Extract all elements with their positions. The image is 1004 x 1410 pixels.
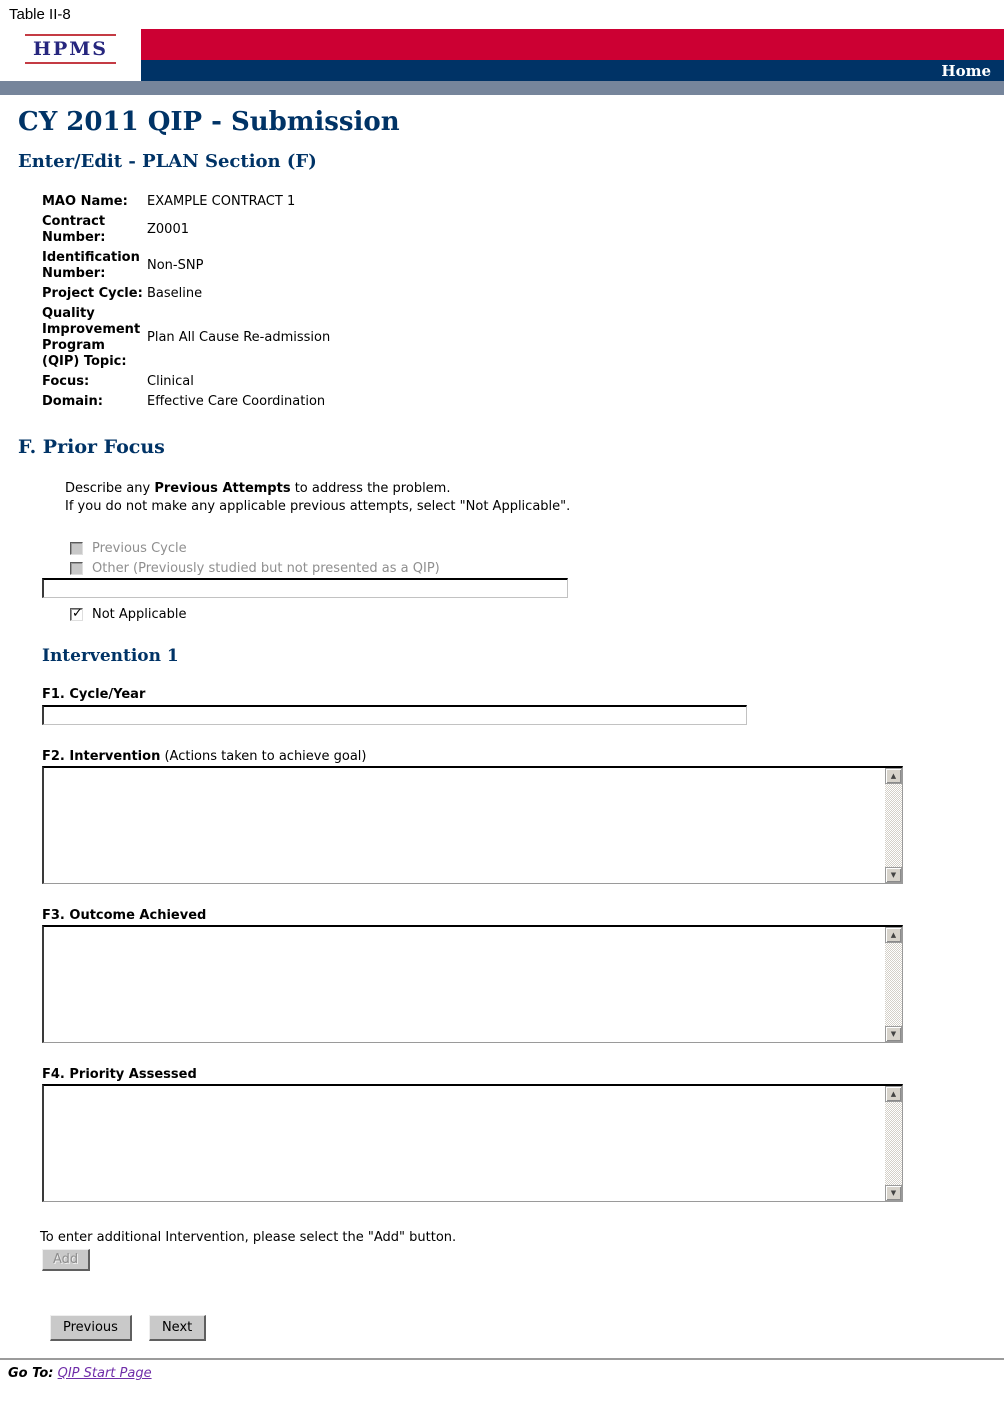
previous-cycle-option <box>70 538 1004 558</box>
f3-outcome-achieved-textarea[interactable] <box>42 925 903 1043</box>
metadata-label: MAO Name: <box>42 194 128 209</box>
page-title: CY 2011 QIP - Submission <box>18 107 400 137</box>
f3-text-area[interactable] <box>44 927 885 1042</box>
metadata-label: Domain: <box>42 394 103 409</box>
gray-divider-bar <box>0 81 1004 95</box>
metadata-row-contract-number <box>42 212 330 248</box>
section-title: Enter/Edit - PLAN Section (F) <box>18 151 317 172</box>
metadata-value: Effective Care Coordination <box>147 394 326 409</box>
previous-cycle-checkbox[interactable] <box>70 542 83 555</box>
metadata-row-project-cycle <box>42 284 330 304</box>
home-link[interactable]: Home <box>941 61 991 80</box>
prior-focus-instructions <box>65 480 1004 516</box>
navy-banner <box>141 60 1004 81</box>
scrollbar-track[interactable] <box>885 784 902 867</box>
metadata-row-mao-name <box>42 192 330 212</box>
previous-button[interactable]: Previous <box>50 1315 132 1341</box>
scroll-down-icon[interactable] <box>885 1185 902 1201</box>
f4-text-area[interactable] <box>44 1086 885 1201</box>
f3-label: F3. Outcome Achieved <box>42 908 207 923</box>
metadata-row-focus <box>42 372 330 392</box>
f2-intervention-textarea[interactable] <box>42 766 903 884</box>
f4-label: F4. Priority Assessed <box>42 1067 197 1082</box>
instruction-text: Describe any <box>65 481 155 496</box>
metadata-row-qip-topic <box>42 304 330 372</box>
scrollbar-track[interactable] <box>885 943 902 1026</box>
instruction-text-bold: Previous Attempts <box>154 481 291 496</box>
metadata-value: Baseline <box>147 286 203 301</box>
add-instruction-text: To enter additional Intervention, please select the "Add" button. <box>40 1230 457 1245</box>
metadata-value: Plan All Cause Re-admission <box>147 330 331 345</box>
scroll-down-icon[interactable] <box>885 1026 902 1042</box>
other-option <box>70 558 1004 578</box>
f2-label-bold: F2. Intervention <box>42 749 161 764</box>
other-checkbox[interactable] <box>70 562 83 575</box>
f2-text-area[interactable] <box>44 768 885 883</box>
f3-scrollbar[interactable] <box>885 927 902 1042</box>
next-button[interactable]: Next <box>149 1315 206 1341</box>
scroll-up-icon[interactable] <box>885 927 902 943</box>
navigation-buttons <box>50 1315 1004 1341</box>
metadata-table <box>42 192 330 412</box>
not-applicable-label: Not Applicable <box>92 606 187 622</box>
instruction-text: to address the problem. <box>290 481 451 496</box>
footer <box>8 1365 1004 1382</box>
table-caption: Table II-8 <box>9 6 71 23</box>
hpms-logo <box>0 29 141 81</box>
red-banner <box>141 29 1004 60</box>
metadata-label: Identification Number: <box>42 250 140 281</box>
hpms-logo-text: HPMS <box>33 38 108 60</box>
f4-priority-assessed-textarea[interactable] <box>42 1084 903 1202</box>
other-label: Other (Previously studied but not presented as a QIP) <box>92 560 440 576</box>
metadata-value: EXAMPLE CONTRACT 1 <box>147 194 296 209</box>
metadata-label: Contract Number: <box>42 214 106 245</box>
f1-label: F1. Cycle/Year <box>42 687 146 702</box>
f1-cycle-year-input[interactable] <box>42 705 747 725</box>
instruction-text-line2: If you do not make any applicable previous attempts, select "Not Applicable". <box>65 499 571 514</box>
scroll-up-icon[interactable] <box>885 1086 902 1102</box>
metadata-value: Non-SNP <box>147 258 204 273</box>
metadata-label: Project Cycle: <box>42 286 143 301</box>
header-banner <box>0 29 1004 95</box>
scroll-down-icon[interactable] <box>885 867 902 883</box>
previous-cycle-label: Previous Cycle <box>92 540 187 556</box>
qip-start-page-link[interactable]: QIP Start Page <box>57 1366 152 1381</box>
footer-divider <box>0 1358 1004 1360</box>
metadata-label: Focus: <box>42 374 90 389</box>
intervention-heading: Intervention 1 <box>42 646 179 666</box>
prior-focus-heading: F. Prior Focus <box>18 436 165 458</box>
not-applicable-option <box>70 604 1004 624</box>
hpms-logo-frame <box>25 34 116 64</box>
metadata-row-identification-number <box>42 248 330 284</box>
other-description-input[interactable] <box>42 578 568 598</box>
f2-scrollbar[interactable] <box>885 768 902 883</box>
not-applicable-checkbox[interactable] <box>70 608 83 621</box>
metadata-value: Clinical <box>147 374 194 389</box>
f2-label <box>42 749 1004 765</box>
metadata-value: Z0001 <box>147 222 189 237</box>
metadata-row-domain <box>42 392 330 412</box>
goto-label: Go To: <box>8 1366 54 1381</box>
f2-label-note: (Actions taken to achieve goal) <box>160 749 367 764</box>
metadata-label: Quality Improvement Program (QIP) Topic: <box>42 306 141 369</box>
scrollbar-track[interactable] <box>885 1102 902 1185</box>
f4-scrollbar[interactable] <box>885 1086 902 1201</box>
scroll-up-icon[interactable] <box>885 768 902 784</box>
add-button[interactable]: Add <box>42 1249 90 1271</box>
